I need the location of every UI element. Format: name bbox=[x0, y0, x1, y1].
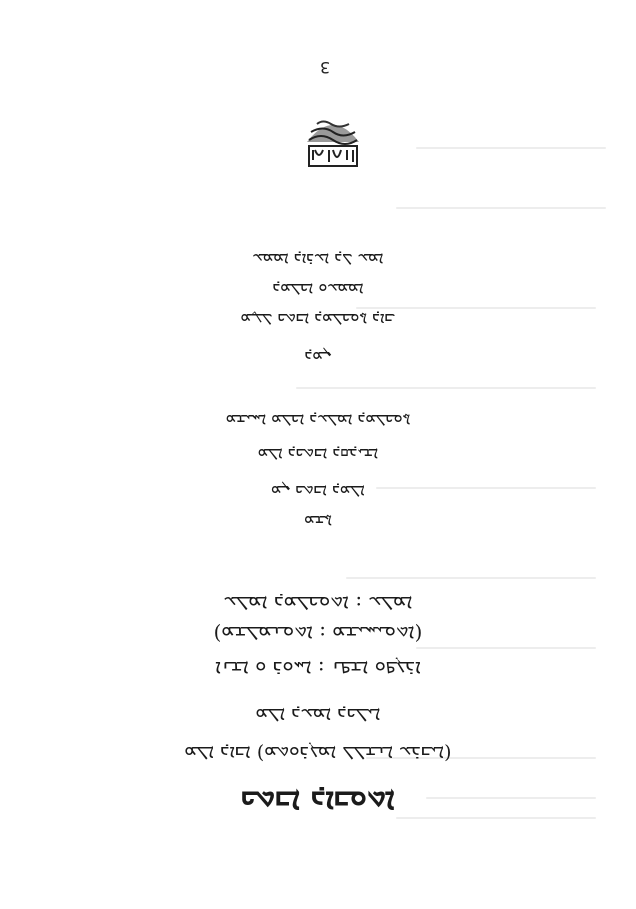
author-line: ܡܢ ܟܬܒܐ ܕܡܠܐ bbox=[271, 482, 365, 501]
author-line: ܡܫܝܚܐ ܡܠܟܐ ܕܥܠܡܐ ܕܡܠܟܘܬܐ bbox=[225, 411, 411, 430]
author-line: ܡܠܐ ܕܟܬܒܐ ܕܩܕܝܫܐ bbox=[257, 445, 379, 464]
bleed-through bbox=[296, 387, 596, 389]
heading-line: (ܡܫܠܡܢܘܬܐ : ܡܫܝܚܝܘܬܐ) bbox=[213, 622, 423, 646]
heading-line: ܐܢܫܐ ܘ ܪܘܚܐ : ܢܦܫܐ ܘܦܓܪܐ bbox=[215, 657, 421, 681]
subtitle-line: ܡܠܐ ܕܥܡܐ ܕܟܠܝܐ bbox=[255, 704, 381, 726]
bleed-through bbox=[396, 207, 606, 209]
bleed-through bbox=[416, 147, 606, 149]
author-label: ܡܫܬܐ bbox=[304, 512, 332, 531]
book-title: ܟܬܒܐ ܕܐܒܘܬܐ bbox=[240, 784, 396, 819]
imprint-line: ܕܡܠܟܐ ܘܥܡܡܐ bbox=[272, 280, 364, 299]
bleed-through bbox=[346, 577, 596, 579]
page-number: 3 bbox=[319, 58, 331, 77]
imprint-label: ܕܡܢ bbox=[304, 348, 332, 367]
imprint-line: ܡܛܠ ܟܬܒܐ ܕܡܠܟܘܬܐ ܕܐܒ bbox=[240, 310, 396, 329]
imprint-line: ܥܡܡܐ ܕܐܪܥܐ ܕܠ ܥܡܐ bbox=[252, 250, 384, 269]
subtitle-line: (ܡܬܘܪܓܡܐ ܠܠܫܢܐ ܥܪܒܝܐ) ܡܠܐ ܕܐܒܐ bbox=[184, 742, 452, 764]
bleed-through bbox=[416, 647, 596, 649]
publisher-emblem-icon bbox=[303, 110, 363, 172]
heading-line: ܥܠܡܐ ܕܡܠܟܘܬܐ : ܥܠܡܐ bbox=[223, 592, 413, 616]
